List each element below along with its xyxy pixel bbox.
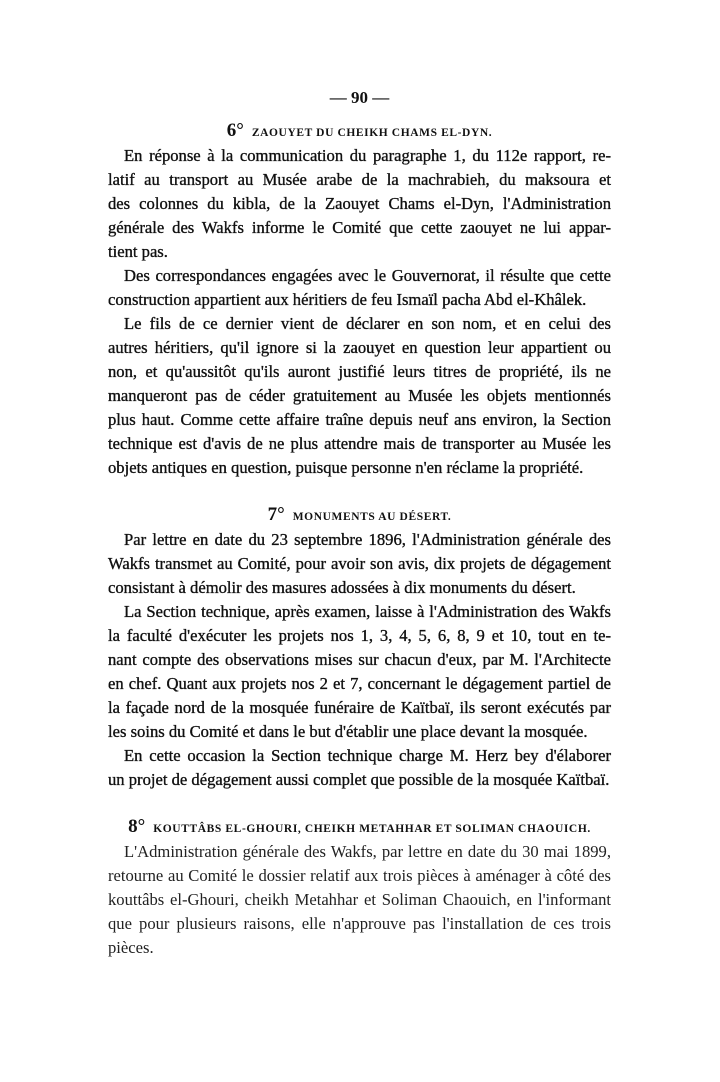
text-line: Le fils de ce dernier vient de déclarer en son nom, et en celui des: [124, 314, 611, 333]
section-7: [108, 502, 611, 792]
text-line: Wakfs transmet au Comité, pour avoir son avis, dix projets de dégagement: [108, 554, 611, 573]
text-line: Des correspondances engagées avec le Gouvernorat, il résulte que cette: [124, 266, 611, 285]
text-line: objets antiques en question, puisque personne n'en réclame la propriété.: [108, 458, 584, 477]
text-line: autres héritiers, qu'il ignore si la zaouyet en question leur appartient ou: [108, 338, 611, 357]
page-number: — 90 —: [329, 88, 390, 107]
section-6: [108, 118, 611, 480]
text-line: kouttâbs el-Ghouri, cheikh Metahhar et Soliman Chaouich, en l'informant: [108, 890, 611, 909]
text-line: Par lettre en date du 23 septembre 1896, l'Administration générale des: [124, 530, 611, 549]
section-number: 6°: [226, 120, 244, 141]
sections-container: [108, 118, 611, 960]
paragraph: [108, 264, 611, 312]
text-line: un projet de dégagement aussi complet que possible de la mosquée Kaïtbaï.: [108, 770, 610, 789]
text-line: retourne au Comité le dossier relatif aux trois pièces à aménager à côté des: [108, 866, 611, 885]
paragraph: [108, 600, 611, 744]
text-line: des colonnes du kibla, de la Zaouyet Chams el-Dyn, l'Administration: [108, 194, 611, 213]
text-line: non, et qu'aussitôt qu'ils auront justifié leurs titres de propriété, ils ne: [108, 362, 611, 381]
text-line: La Section technique, après examen, laisse à l'Administration des Wakfs: [124, 602, 611, 621]
text-line: nant compte des observations mises sur chacun d'eux, par M. l'Architecte: [108, 650, 611, 669]
text-line: En réponse à la communication du paragraphe 1, du 112e rapport, re-: [124, 146, 611, 165]
text-line: que pour plusieurs raisons, elle n'approuve pas l'installation de ces trois: [108, 914, 611, 933]
section-title: MONUMENTS AU DÉSERT.: [292, 511, 452, 523]
text-line: En cette occasion la Section technique charge M. Herz bey d'élaborer: [124, 746, 611, 765]
paragraph: [108, 744, 611, 792]
paragraph: [108, 840, 611, 960]
section-heading: [108, 118, 611, 144]
section-8: [108, 814, 611, 960]
text-line: manqueront pas de céder gratuitement au Musée les objets mentionnés: [108, 386, 611, 405]
text-line: consistant à démolir des masures adossées à dix monuments du désert.: [108, 578, 576, 597]
paragraph: [108, 528, 611, 600]
section-number: 8°: [128, 816, 146, 837]
section-heading: [108, 502, 611, 528]
text-line: générale des Wakfs informe le Comité que cette zaouyet ne lui appar-: [108, 218, 611, 237]
text-line: pièces.: [108, 938, 154, 957]
text-line: en chef. Quant aux projets nos 2 et 7, concernant le dégagement partiel de: [108, 674, 611, 693]
text-line: les soins du Comité et dans le but d'établir une place devant la mosquée.: [108, 722, 588, 741]
paragraph: [108, 144, 611, 264]
text-line: L'Administration générale des Wakfs, par lettre en date du 30 mai 1899,: [124, 842, 611, 861]
section-title: KOUTTÂBS EL-GHOURI, CHEIKH METAHHAR ET SOLIMAN CHAOUICH.: [153, 823, 591, 835]
section-number: 7°: [267, 504, 285, 525]
text-line: technique est d'avis de ne plus attendre mais de transporter au Musée les: [108, 434, 611, 453]
paragraph: [108, 312, 611, 480]
text-line: la faculté d'exécuter les projets nos 1, 3, 4, 5, 6, 8, 9 et 10, tout en te-: [108, 626, 611, 645]
section-heading: [108, 814, 611, 840]
text-line: latif au transport au Musée arabe de la machrabieh, du maksoura et: [108, 170, 611, 189]
text-line: construction appartient aux héritiers de feu Ismaïl pacha Abd el-Khâlek.: [108, 290, 587, 309]
text-line: la façade nord de la mosquée funéraire de Kaïtbaï, ils seront exécutés par: [108, 698, 611, 717]
section-title: ZAOUYET DU CHEIKH CHAMS EL-DYN.: [251, 127, 493, 139]
text-line: tient pas.: [108, 242, 168, 261]
text-line: plus haut. Comme cette affaire traîne depuis neuf ans environ, la Section: [108, 410, 611, 429]
document-page: [108, 86, 611, 982]
